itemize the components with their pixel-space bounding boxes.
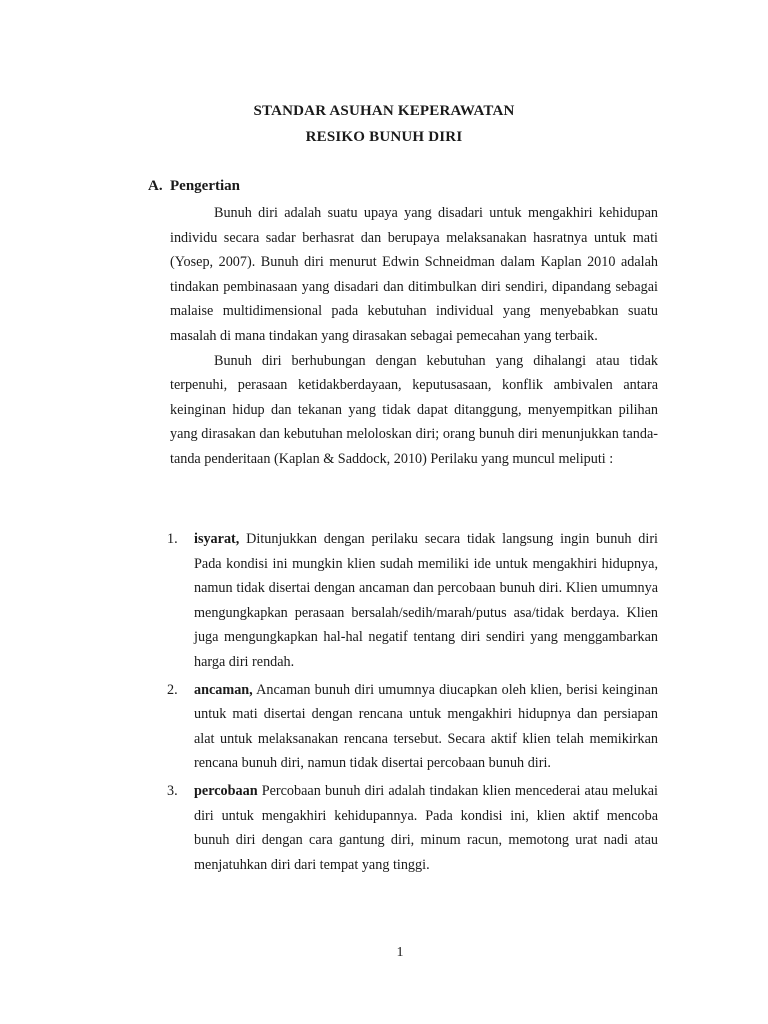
list-term: ancaman, bbox=[194, 681, 253, 698]
list-number: 1. bbox=[167, 531, 178, 547]
page-number: 1 bbox=[396, 945, 404, 960]
section-body bbox=[170, 201, 658, 472]
list-item bbox=[167, 779, 658, 877]
paragraph: Bunuh diri adalah suatu upaya yang disadari untuk mengakhiri kehidupan individu secara sadar berhasrat dan berupaya melaksanakan hasratnya untuk mati (Yosep, 2007). Bunuh diri menurut Edwin Schneidman dalam Kaplan 2010 adalah tindakan pembinasaan yang disadari dan ditimbulkan diri sendiri, dipandang sebagai malaise multidimensional pada kebutuhan individual yang menyebabkan suatu masalah di mana tindakan yang dirasakan sebagai pemecahan yang terbaik. bbox=[170, 205, 658, 344]
behavior-list bbox=[167, 527, 658, 877]
list-item bbox=[167, 678, 658, 776]
list-item bbox=[167, 527, 658, 675]
section-title: Pengertian bbox=[170, 178, 240, 194]
list-term: percobaan bbox=[194, 782, 258, 799]
paragraph: Bunuh diri berhubungan dengan kebutuhan yang dihalangi atau tidak terpenuhi, perasaan ketidakberdayaan, keputusasaan, konflik ambivalen antara keinginan hidup dan tekanan yang tidak dapat ditanggung, menyempitkan pilihan yang dirasakan dan kebutuhan meloloskan diri; orang bunuh diri menunjukkan tanda-tanda penderitaan (Kaplan & Saddock, 2010) Perilaku yang muncul meliputi : bbox=[170, 352, 658, 467]
document-title: STANDAR ASUHAN KEPERAWATAN bbox=[253, 103, 515, 119]
list-number: 2. bbox=[167, 681, 178, 698]
list-text: Ancaman bunuh diri umumnya diucapkan oleh klien, berisi keinginan untuk mati disertai dengan rencana untuk mengakhiri hidupnya dan persiapan alat untuk melaksanakan rencana tersebut. Secara aktif klien telah memikirkan rencana bunuh diri, namun tidak disertai percobaan bunuh diri. bbox=[194, 681, 658, 772]
list-text: Ditunjukkan dengan perilaku secara tidak langsung ingin bunuh diri Pada kondisi ini mungkin klien sudah memiliki ide untuk mengakhiri hidupnya, namun tidak disertai dengan ancaman dan percobaan bunuh diri. Klien umumnya mengungkapkan perasaan bersalah/sedih/marah/putus asa/tidak berdaya. Klien juga mengungkapkan hal-hal negatif tentang diri sendiri yang menggambarkan harga diri rendah. bbox=[194, 531, 658, 670]
list-number: 3. bbox=[167, 782, 178, 799]
list-term: isyarat, bbox=[194, 531, 240, 547]
document-subtitle: RESIKO BUNUH DIRI bbox=[305, 129, 463, 145]
section-heading bbox=[148, 178, 240, 195]
section-marker: A. bbox=[148, 178, 163, 194]
list-text: Percobaan bunuh diri adalah tindakan klien mencederai atau melukai diri untuk mengakhiri kehidupannya. Pada kondisi ini, klien aktif mencoba bunuh diri dengan cara gantung diri, minum racun, memotong urat nadi atau menjatuhkan diri dari tempat yang tinggi. bbox=[194, 782, 658, 873]
